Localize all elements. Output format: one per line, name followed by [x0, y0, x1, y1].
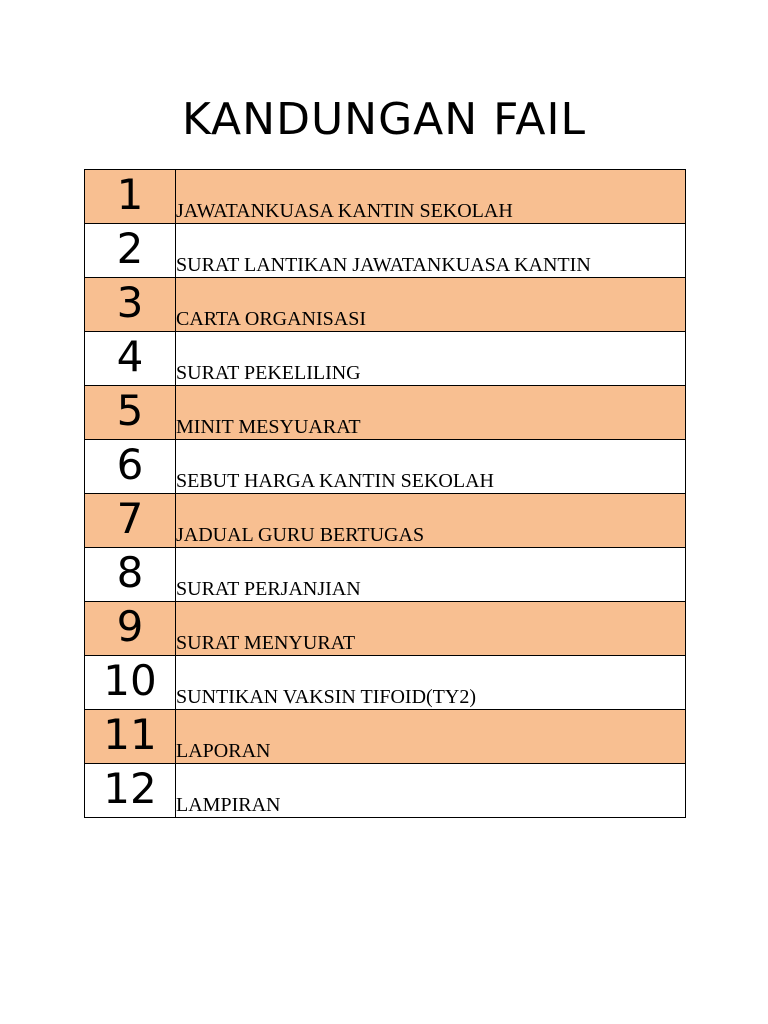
- row-label: LAMPIRAN: [176, 764, 686, 818]
- row-number: 10: [85, 656, 176, 710]
- row-label: MINIT MESYUARAT: [176, 386, 686, 440]
- table-row: [85, 494, 686, 548]
- row-number: 12: [85, 764, 176, 818]
- table-row: [85, 548, 686, 602]
- row-number: 4: [85, 332, 176, 386]
- row-number: 1: [85, 170, 176, 224]
- table-row: [85, 710, 686, 764]
- table-row: [85, 602, 686, 656]
- row-label: LAPORAN: [176, 710, 686, 764]
- table-row: [85, 278, 686, 332]
- row-label: SURAT PERJANJIAN: [176, 548, 686, 602]
- row-label: SUNTIKAN VAKSIN TIFOID(TY2): [176, 656, 686, 710]
- row-number: 2: [85, 224, 176, 278]
- table-row: [85, 170, 686, 224]
- table-row: [85, 332, 686, 386]
- table-row: [85, 656, 686, 710]
- row-label: JADUAL GURU BERTUGAS: [176, 494, 686, 548]
- row-label: CARTA ORGANISASI: [176, 278, 686, 332]
- row-label: SURAT PEKELILING: [176, 332, 686, 386]
- contents-table: [84, 169, 686, 818]
- row-label: SURAT MENYURAT: [176, 602, 686, 656]
- table-row: [85, 764, 686, 818]
- table-row: [85, 386, 686, 440]
- row-label: JAWATANKUASA KANTIN SEKOLAH: [176, 170, 686, 224]
- row-number: 7: [85, 494, 176, 548]
- table-row: [85, 224, 686, 278]
- row-number: 9: [85, 602, 176, 656]
- row-number: 8: [85, 548, 176, 602]
- row-number: 6: [85, 440, 176, 494]
- row-label: SURAT LANTIKAN JAWATANKUASA KANTIN: [176, 224, 686, 278]
- row-number: 3: [85, 278, 176, 332]
- table-row: [85, 440, 686, 494]
- row-number: 11: [85, 710, 176, 764]
- row-label: SEBUT HARGA KANTIN SEKOLAH: [176, 440, 686, 494]
- row-number: 5: [85, 386, 176, 440]
- page-title: KANDUNGAN FAIL: [181, 94, 587, 145]
